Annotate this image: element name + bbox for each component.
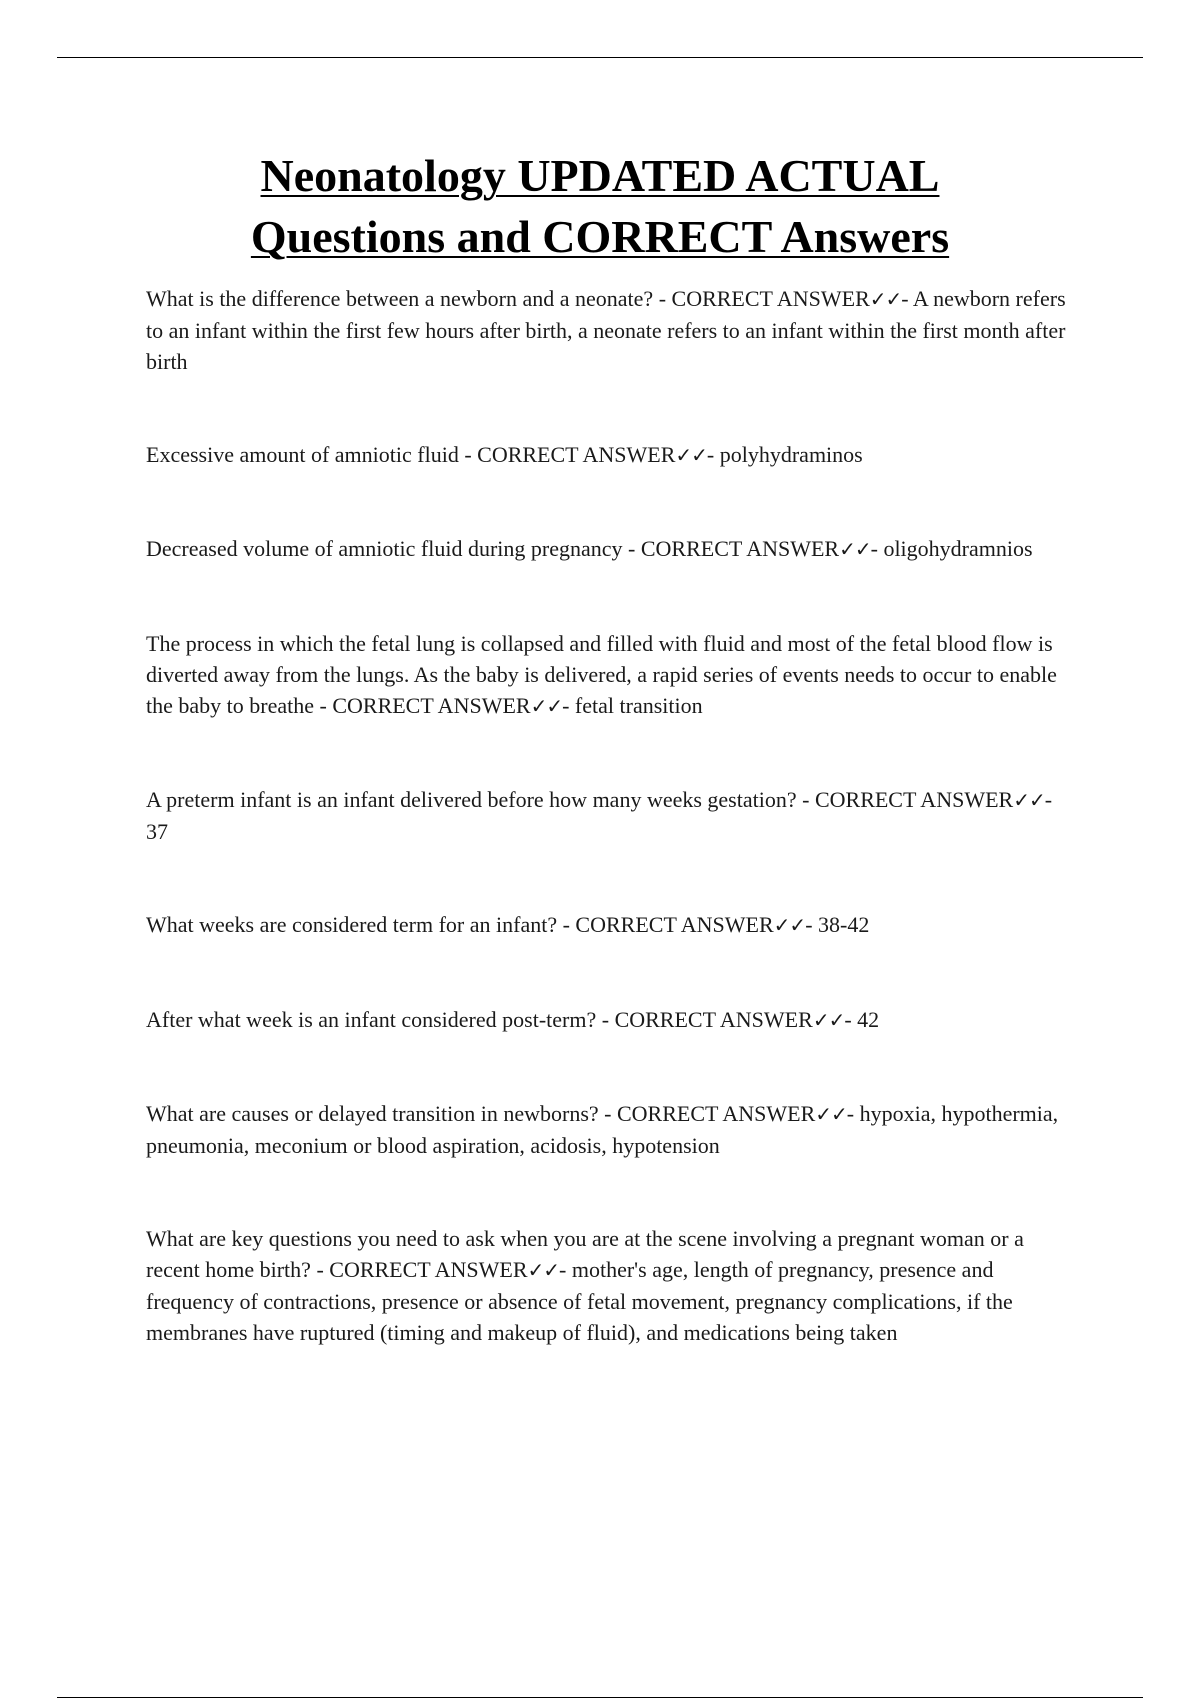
question-text: Excessive amount of amniotic fluid [146, 442, 459, 467]
answer-dash: - [559, 1257, 572, 1282]
question-text: After what week is an infant considered post-term? [146, 1007, 597, 1032]
double-check-icon: ✓✓ [839, 537, 871, 561]
answer-dash: - [805, 912, 819, 937]
answer-text: A newborn refers to an infant within the first few hours after birth, a neonate refers to an infant within the first month after birth [146, 286, 1066, 374]
separator: - [314, 693, 333, 718]
answer-label: CORRECT ANSWER [614, 1007, 813, 1032]
double-check-icon: ✓✓ [1013, 788, 1045, 812]
answer-text: fetal transition [574, 693, 703, 718]
answer-dash: - [844, 1007, 858, 1032]
question-text: What are causes or delayed transition in newborns? [146, 1101, 599, 1126]
answer-text: hypoxia, hypothermia, pneumonia, meconium or blood aspiration, acidosis, hypotension [146, 1101, 1059, 1158]
answer-dash: - [870, 536, 884, 561]
answer-label: CORRECT ANSWER [640, 536, 840, 561]
answer-label: CORRECT ANSWER [814, 787, 1014, 812]
answer-text: 37 [146, 819, 168, 844]
answer-dash: - [706, 442, 720, 467]
answer-label: CORRECT ANSWER [329, 1257, 528, 1282]
separator: - [458, 442, 478, 467]
double-check-icon: ✓✓ [815, 1102, 847, 1126]
question-text: The process in which the fetal lung is collapsed and filled with fluid and most of the fetal blood flow is diverted away from the lungs. As the baby is delivered, a rapid series of events needs to occur to enable the baby to breathe [146, 631, 1057, 718]
double-check-icon: ✓✓ [812, 1008, 845, 1032]
qa-item [146, 784, 1066, 847]
question-text: What weeks are considered term for an infant? [146, 912, 558, 937]
qa-item [146, 283, 1066, 377]
answer-text: oligohydramnios [883, 536, 1033, 561]
question-text: Decreased volume of amniotic fluid during pregnancy [146, 536, 623, 561]
double-check-icon: ✓✓ [530, 694, 563, 718]
qa-item [146, 533, 1066, 565]
separator: - [622, 536, 641, 561]
qa-item [146, 439, 1066, 471]
answer-text: 38-42 [818, 912, 870, 937]
question-text: What are key questions you need to ask when you are at the scene involving a pregnant woman or a recent home birth? [146, 1226, 1024, 1282]
answer-dash: - [562, 693, 575, 718]
separator: - [596, 1007, 615, 1032]
answer-dash: - [1044, 787, 1053, 812]
separator: - [598, 1101, 617, 1126]
title-line-1: Neonatology UPDATED ACTUAL [260, 150, 940, 201]
separator: - [796, 787, 815, 812]
qa-item [146, 1004, 1066, 1036]
footer-rule [57, 1697, 1143, 1698]
qa-list [146, 283, 1066, 1410]
answer-text: mother's age, length of pregnancy, presence and frequency of contractions, presence or absence of fetal movement, pregnancy complications, if the membranes have ruptured (timing and makeup of fluid), and medications being taken [146, 1257, 1013, 1345]
answer-dash: - [846, 1101, 860, 1126]
qa-item [146, 1098, 1066, 1161]
double-check-icon: ✓✓ [675, 443, 707, 467]
answer-label: CORRECT ANSWER [477, 442, 676, 467]
answer-text: 42 [857, 1007, 880, 1032]
question-text: A preterm infant is an infant delivered before how many weeks gestation? [146, 787, 797, 812]
header-rule [57, 57, 1143, 58]
double-check-icon: ✓✓ [527, 1258, 560, 1282]
question-text: What is the difference between a newborn and a neonate? [146, 286, 654, 311]
answer-dash: - [901, 286, 913, 311]
separator: - [653, 286, 672, 311]
answer-text: polyhydraminos [719, 442, 863, 467]
separator: - [310, 1257, 330, 1282]
double-check-icon: ✓✓ [773, 913, 806, 937]
answer-label: CORRECT ANSWER [332, 693, 531, 718]
answer-label: CORRECT ANSWER [671, 286, 870, 311]
answer-label: CORRECT ANSWER [617, 1101, 816, 1126]
answer-label: CORRECT ANSWER [575, 912, 774, 937]
title-line-2: Questions and CORRECT Answers [250, 211, 950, 262]
qa-item [146, 909, 1066, 941]
document-title [100, 145, 1100, 267]
double-check-icon: ✓✓ [869, 287, 902, 311]
qa-item [146, 628, 1066, 722]
qa-item [146, 1223, 1066, 1348]
separator: - [557, 912, 576, 937]
